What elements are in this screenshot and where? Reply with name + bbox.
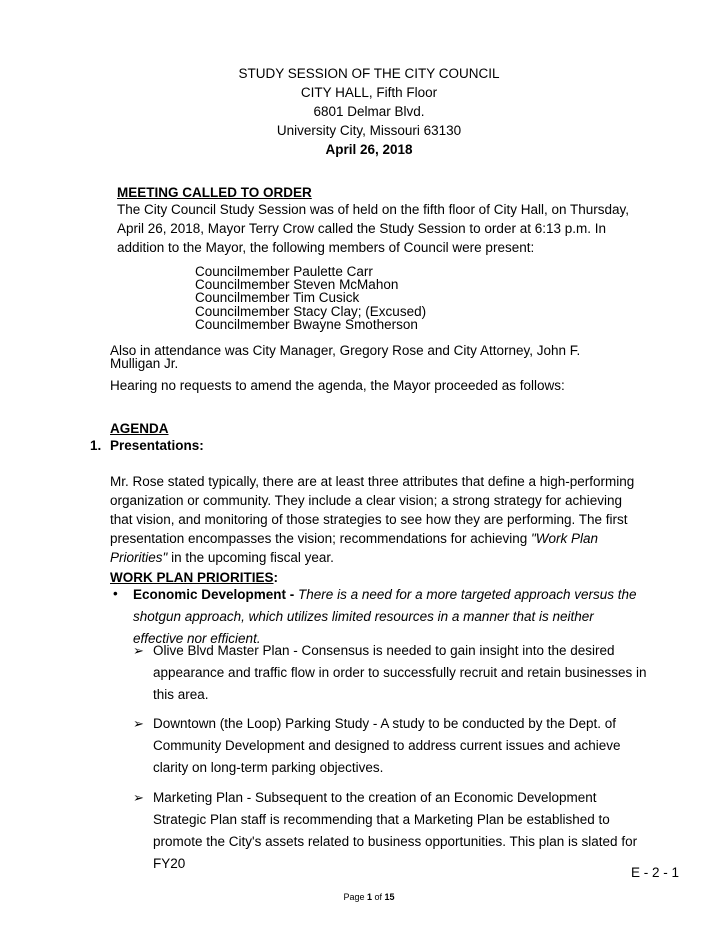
header-location: CITY HALL, Fifth Floor (300, 85, 438, 100)
members-list (195, 265, 426, 331)
meeting-paragraph (117, 200, 629, 257)
econ-italic: effective nor efficient. (133, 631, 261, 646)
para-italic: Priorities" (110, 550, 168, 565)
meeting-line: April 26, 2018, Mayor Terry Crow called the Study Session to order at 6:13 p.m. In (117, 221, 606, 236)
work-plan-heading: WORK PLAN PRIORITIES (110, 570, 274, 585)
arrow-bullet-icon: ➢ (133, 790, 144, 805)
page-number (0, 892, 720, 902)
meeting-line: addition to the Mayor, the following members of Council were present: (117, 240, 535, 255)
subitem-line: Downtown (the Loop) Parking Study - A study to be conducted by the Dept. of (153, 716, 617, 731)
econ-label: Economic Development - (133, 587, 299, 602)
para-end: in the upcoming fiscal year. (167, 550, 334, 565)
agenda-item-number: 1. (90, 438, 102, 453)
attendance-paragraph (110, 344, 580, 370)
header-city: University City, Missouri 63130 (276, 123, 462, 138)
subitem-line: FY20 (153, 856, 186, 871)
subitem-line: this area. (153, 687, 209, 702)
econ-italic: shotgun approach, which utilizes limited resources in a manner that is neither (133, 609, 594, 624)
subitem-parking-study (153, 713, 621, 779)
para-line: Mr. Rose stated typically, there are at least three attributes that define a high-performing (110, 474, 635, 489)
para-line (110, 529, 634, 548)
header-title: STUDY SESSION OF THE CITY COUNCIL (238, 66, 500, 81)
page-total: 15 (384, 892, 395, 902)
document-code: E - 2 - 1 (631, 865, 680, 880)
document-header (0, 64, 720, 159)
subitem-line: Olive Blvd Master Plan - Consensus is needed to gain insight into the desired (153, 643, 615, 658)
presentation-paragraph (110, 472, 634, 567)
member-item: Councilmember Bwayne Smotherson (195, 316, 418, 332)
header-address: 6801 Delmar Blvd. (313, 104, 425, 119)
para-italic: "Work Plan (530, 531, 599, 546)
attendance-line: Also in attendance was City Manager, Gregory Rose and City Attorney, John F. (110, 343, 581, 358)
page-current: 1 (366, 892, 372, 902)
para-line-text: presentation encompasses the vision; recommendations for achieving (110, 531, 531, 546)
meeting-line: The City Council Study Session was of held on the fifth floor of City Hall, on Thursday, (117, 202, 629, 217)
agenda-item-title: Presentations: (110, 438, 204, 453)
meeting-heading: MEETING CALLED TO ORDER (117, 185, 312, 200)
bullet-icon: • (113, 586, 118, 601)
work-plan-colon: : (273, 570, 279, 585)
arrow-bullet-icon: ➢ (133, 643, 144, 658)
subitem-line: clarity on long-term parking objectives. (153, 760, 384, 775)
member-item: Councilmember Tim Cusick (195, 290, 360, 306)
para-line (110, 548, 634, 567)
attendance-line: Mulligan Jr. (110, 356, 179, 372)
member-item: Councilmember Paulette Carr (195, 264, 373, 279)
subitem-line: Community Development and designed to address current issues and achieve (153, 738, 621, 753)
subitem-line: promote the City's assets related to business opportunities. This plan is slated for (153, 834, 638, 849)
subitem-line: Strategic Plan staff is recommending that a Marketing Plan be established to (153, 812, 610, 827)
subitem-olive-blvd (153, 640, 647, 706)
agenda-heading: AGENDA (110, 421, 169, 436)
econ-italic: There is a need for a more targeted approach versus the (298, 587, 637, 602)
page-prefix: Page (343, 892, 367, 902)
header-date: April 26, 2018 (325, 142, 413, 157)
subitem-line: Marketing Plan - Subsequent to the creation of an Economic Development (153, 790, 597, 805)
subitem-line: appearance and traffic flow in order to successfully recruit and retain businesses in (153, 665, 647, 680)
member-item: Councilmember Stacy Clay; (Excused) (195, 303, 427, 319)
member-item: Councilmember Steven McMahon (195, 277, 399, 293)
subitem-marketing-plan (153, 787, 637, 875)
para-line: that vision, and monitoring of those strategies to see how they are performing. The first (110, 512, 628, 527)
arrow-bullet-icon: ➢ (133, 716, 144, 731)
para-line: organization or community. They include a clear vision; a strong strategy for achieving (110, 493, 623, 508)
page-of: of (372, 892, 385, 902)
amend-paragraph: Hearing no requests to amend the agenda, the Mayor proceeded as follows: (110, 378, 565, 393)
